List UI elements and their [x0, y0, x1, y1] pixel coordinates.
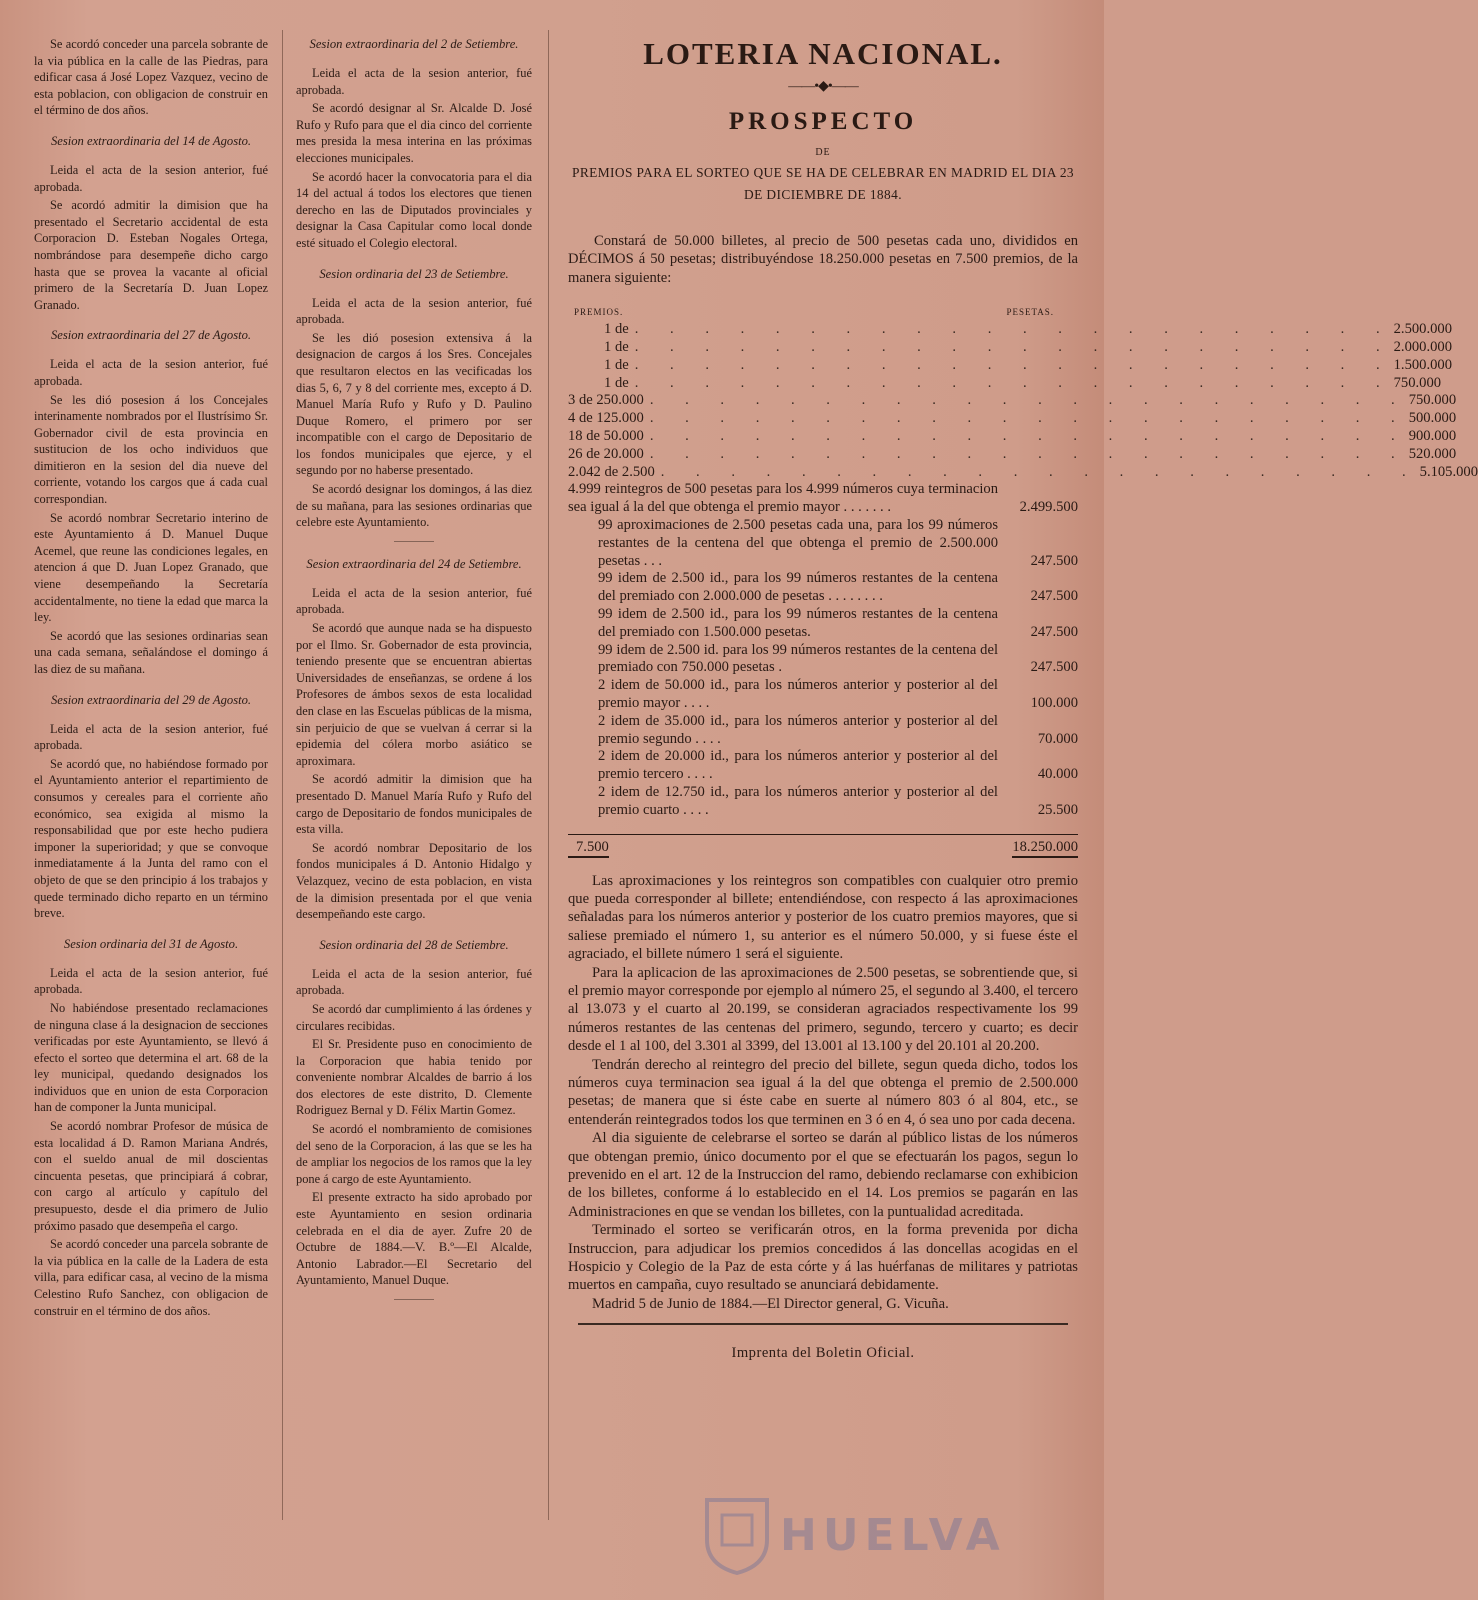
prize-amount: 247.500 — [1030, 659, 1078, 676]
leader-dots: . . . . . . . . . . . . . . . . . . . . . . — [649, 428, 1409, 444]
column-divider — [282, 30, 283, 1520]
paragraph: Leida el acta de la sesion anterior, fué aprobada. — [34, 721, 268, 753]
totals-row — [568, 834, 1078, 858]
paragraph: Para la aplicacion de las aproximaciones de 2.500 pesetas, se sobrentiende que, si el premio mayor corresponde por ejemplo al número 25, el segundo al 3.400, el tercero al 13.073 y el cuarto al 20.199, se consideran agraciados respectivamente los 99 números restantes de las centenas del primero, segundo, tercero y cuarto; es decir desde el 1 al 100, del 3.301 al 3399, del 13.001 al 13.100 y del 20.101 al 20.200. — [568, 964, 1078, 1055]
leader-dots: . . . . . . . . . . . . . . . . . . . . . . — [634, 374, 1394, 391]
prize-amount: 25.500 — [1037, 801, 1078, 818]
prize-amount: 520.000 — [1408, 445, 1457, 462]
paragraph: Las aproximaciones y los reintegros son compatibles con cualquier otro premio que pueda corresponder al billete; entendiéndose, con respecto á las aproximaciones señaladas para los números anterior y posterior de los cuatro premios mayores, que si saliese premiado el número 1, su anterior es el número 50.000, y si fuese éste el agraciado, el billete número 1 será el siguiente. — [568, 872, 1078, 963]
prize-row — [568, 374, 1442, 393]
table-header — [568, 307, 1078, 317]
prize-amount: 247.500 — [1030, 588, 1078, 605]
prize-description: 99 idem de 2.500 id., para los 99 números restantes de la centena del premiado con 1.500.000 pesetas. — [598, 605, 998, 640]
prize-amount: 2.499.500 — [1019, 499, 1078, 516]
prize-label: 1 de — [604, 321, 629, 338]
session-heading: Sesion extraordinaria del 27 de Agosto. — [50, 328, 252, 343]
paragraph: Terminado el sorteo se verificarán otros, en la forma prevenida por dicha Instruccion, para adjudicar los premios concedidos á las doncellas acogidas en el Hospicio y Colegio de la Paz de esta córte y á las huérfanas de militares y patriotas muertos en campaña, cuyo resultado se anunciará debidamente. — [568, 1222, 1078, 1294]
prize-amount: 500.000 — [1408, 410, 1457, 427]
prize-description: 2 idem de 20.000 id., para los números anterior y posterior al del premio tercero . . . . — [598, 748, 998, 783]
prize-row — [568, 642, 1078, 678]
prize-amount: 5.105.000 — [1419, 463, 1478, 480]
paragraph: Se acordó que, no habiéndose formado por el Ayuntamiento anterior el repartimiento de consumos y cereales para el corriente año económico, sea exigida al mismo la responsabilidad que por este hecho pudiera imponer la superioridad; y que se convoque inmediatamente á la Junta del ramo con el objeto de que se den principio á los trabajos y quede terminado dicho reparto en un término breve. — [34, 756, 268, 921]
paragraph: Leida el acta de la sesion anterior, fué aprobada. — [34, 162, 268, 194]
shield-icon — [702, 1495, 772, 1575]
separator — [394, 541, 434, 542]
paragraph: Se acordó nombrar Depositario de los fondos municipales á D. Antonio Hidalgo y Velazquez, vecino de esta poblacion, en vista de la dimision presentada por el que venia desempeñando este cargo. — [296, 840, 532, 922]
prize-label: 1 de — [604, 339, 629, 356]
paragraph: Se acordó el nombramiento de comisiones del seno de la Corporacion, á las que se les ha de ampliar los negocios de los ramos que la ley pone á cargo de este Ayuntamiento. — [296, 1122, 532, 1186]
paragraph: Se acordó conceder una parcela sobrante de la via pública en la calle de las Piedras, para edificar casa á José Lopez Vazquez, vecino de esta poblacion, con obligacion de construir en el término de dos años. — [34, 37, 268, 118]
leader-dots: . . . . . . . . . . . . . . . . . . . . . . — [649, 392, 1409, 409]
prize-amount: 247.500 — [1030, 552, 1078, 569]
column-1 — [34, 36, 268, 1321]
prize-amount: 70.000 — [1037, 730, 1078, 747]
lottery-prospectus — [568, 36, 1478, 1362]
paragraph: No habiéndose presentado reclamaciones de ninguna clase á la designacion de secciones verificadas por este Ayuntamiento, se llevó á efecto el sorteo que determina el art. 68 de la ley municipal, quedando designados los individuos que en union de esta Corporacion han de componer la Junta municipal. — [34, 1000, 268, 1115]
printer-credit: Imprenta del Boletin Oficial. — [731, 1345, 915, 1362]
leader-dots: . . . . . . . . . . . . . . . . . . . . . . — [634, 356, 1394, 373]
column-divider — [548, 30, 549, 1520]
paragraph: Se acordó admitir la dimision que ha presentado el Secretario accidental de esta Corporacion D. Esteban Nogales Ortega, nombrándose para desempeñe dicho cargo hasta que se provea la vacante al oficial primero de la Secretaría D. Juan Lopez Granado. — [34, 198, 268, 312]
header-pesetas: PESETAS. — [1006, 307, 1054, 318]
horizontal-rule — [578, 1323, 1068, 1325]
paragraph: Leida el acta de la sesion anterior, fué aprobada. — [296, 966, 532, 998]
paragraph: Se acordó conceder una parcela sobrante de la via pública en la calle de la Ladera de esta villa, para edificar casa, al vecino de la misma Celestino Rufo Sanchez, con obligacion de construir en el término de dos años. — [34, 1237, 268, 1318]
signature-line: Madrid 5 de Junio de 1884.—El Director general, G. Vicuña. — [592, 1295, 949, 1312]
watermark-text: HUELVA — [780, 1509, 1006, 1561]
prize-row — [568, 445, 1457, 464]
paragraph: Se les dió posesion extensiva á la designacion de cargos á los Sres. Concejales que resultaron electos en las vecificadas los dias 5, 6, 7 y 8 del corriente mes, excepto á D. Manuel María Rufo y Rufo y D. Paulino Duque Romero, el primero por ser incompatible con el cargo de Depositario de los fondos municipales que ejerce, y el segundo por no haberse presentado. — [296, 330, 532, 478]
prize-amount: 900.000 — [1408, 428, 1457, 444]
prize-description: 2 idem de 50.000 id., para los números anterior y posterior al del premio mayor . . . . — [598, 677, 998, 711]
session-heading: Sesion extraordinaria del 2 de Setiembre. — [309, 37, 519, 51]
prize-row — [568, 713, 1078, 749]
subtitle: PREMIOS PARA EL SORTEO QUE SE HA DE CELEBRAR EN MADRID EL DIA 23 DE DICIEMBRE DE 1884. — [571, 165, 1075, 202]
prize-row — [568, 606, 1078, 642]
paragraph: Se acordó hacer la convocatoria para el dia 14 del actual á todos los electores que tienen derecho en las de Diputados provinciales y designar la Casa Capitular como local donde esté situado el Colegio electoral. — [296, 169, 532, 250]
prize-row — [568, 321, 1452, 339]
prize-label: 2.042 de 2.500 — [568, 463, 655, 480]
session-heading: Sesion extraordinaria del 29 de Agosto. — [50, 692, 252, 707]
separator — [394, 1299, 434, 1300]
prize-amount: 2.000.000 — [1393, 339, 1452, 356]
prize-amount: 1.500.000 — [1393, 356, 1452, 373]
prize-description: 4.999 reintegros de 500 pesetas para los 4.999 números cuya terminacion sea igual á la del que obtenga el premio mayor . . . . . . . — [568, 481, 998, 516]
paragraph: El presente extracto ha sido aprobado por este Ayuntamiento en sesion ordinaria celebrada en el dia de ayer. Zufre 20 de Octubre de 1884.—V. B.º—El Alcalde, Antonio Labrador.—El Secretario del Ayuntamiento, Manuel Duque. — [296, 1190, 532, 1288]
prize-amount: 40.000 — [1037, 766, 1078, 783]
page-title: LOTERIA NACIONAL. — [643, 36, 1003, 71]
prize-row — [568, 784, 1078, 820]
prize-amount: 247.500 — [1030, 623, 1078, 640]
paragraph: Tendrán derecho al reintegro del precio del billete, segun queda dicho, todos los números cuya terminacion sea igual á la del que obtenga el premio de 2.500.000 pesetas; de manera que si éste cabe en suerte al número 803 ó al 804, etc., se entenderán reintegrados todos los que terminen en 3 ó en 4, ó sea uno por cada decena. — [568, 1056, 1078, 1128]
session-heading: Sesion extraordinaria del 14 de Agosto. — [50, 133, 252, 148]
prize-description: 2 idem de 12.750 id., para los números anterior y posterior al del premio cuarto . . . . — [598, 783, 998, 818]
paragraph: Al dia siguiente de celebrarse el sorteo se darán al público listas de los números que obtengan premio, único documento por el que se efectuarán los pagos, segun lo prevenido en el art. 12 de la Instruccion del ramo, debiendo reclamarse con exhibicion de los billetes, conforme á lo establecido en el 14. Los premios se pagarán en las Administraciones en que se vendan los billetes, con la puntualidad acreditada. — [568, 1130, 1078, 1220]
total-premios: 7.500 — [568, 839, 609, 858]
prize-description: 99 idem de 2.500 id. para los 99 números restantes de la centena del premiado con 750.000 pesetas . — [598, 641, 998, 676]
leader-dots: . . . . . . . . . . . . . . . . . . . . . . — [649, 445, 1409, 462]
leader-dots: . . . . . . . . . . . . . . . . . . . . . . — [660, 463, 1420, 480]
prize-row — [568, 428, 1457, 446]
prize-label: 3 de 250.000 — [568, 392, 644, 409]
prize-row — [568, 748, 1078, 784]
prize-table — [568, 321, 1478, 819]
session-heading: Sesion ordinaria del 23 de Setiembre. — [319, 266, 509, 281]
paragraph: Se les dió posesion á los Concejales interinamente nombrados por el Ilustrísimo Sr. Gobernador civil de esta provincia en sustitucion de los ocho individuos que dimitieron en la sesion del dia nueve del corriente, votando los cargos que á cada cual correspondian. — [34, 392, 268, 507]
prize-description: 99 idem de 2.500 id., para los 99 números restantes de la centena del premiado con 2.000.000 de pesetas . . . . . . . . — [598, 570, 998, 605]
prize-label: 4 de 125.000 — [568, 410, 644, 427]
prize-row — [568, 481, 1078, 517]
prize-row — [568, 356, 1452, 375]
leader-dots: . . . . . . . . . . . . . . . . . . . . . . — [634, 321, 1394, 338]
prospecto-heading: PROSPECTO — [728, 108, 918, 135]
prize-description: 2 idem de 35.000 id., para los números anterior y posterior al del premio segundo . . . . — [598, 712, 998, 747]
total-pesetas: 18.250.000 — [1012, 839, 1078, 858]
prize-row — [568, 410, 1457, 428]
paragraph: Se acordó designar al Sr. Alcalde D. José Rufo y Rufo para que el dia cinco del corriente mes presida la mesa interina en las próximas elecciones municipales. — [296, 101, 532, 165]
prize-row — [568, 463, 1478, 482]
prize-row — [568, 570, 1078, 606]
prize-row — [568, 677, 1078, 713]
paragraph: Se acordó que las sesiones ordinarias sean una cada semana, señalándose el domingo á las diez de su mañana. — [34, 628, 268, 676]
paragraph: Leida el acta de la sesion anterior, fué aprobada. — [296, 585, 532, 617]
paragraph: Se acordó designar los domingos, á las diez de su mañana, para las sesiones ordinarias que celebre este Ayuntamiento. — [296, 482, 532, 530]
paragraph: Se acordó admitir la dimision que ha presentado D. Manuel María Rufo y Rufo del cargo de Depositario de fondos municipales de esta villa. — [296, 772, 532, 837]
paragraph: Se acordó que aunque nada se ha dispuesto por el Ilmo. Sr. Gobernador de esta provincia, teniendo presente que se encuentran abiertas Universidades de enseñanzas, se ordene á los Profesores de ámbos sexos de esta localidad den clase en las Escuelas públicas de la misma, sin perjuicio de que se vuelvan á cerrar si la epidemia del cólera morbo asiático se aproximara. — [296, 621, 532, 768]
prospectus-body — [568, 872, 1078, 1314]
prize-label: 18 de 50.000 — [568, 428, 644, 444]
paragraph: Se acordó nombrar Profesor de música de esta localidad á D. Ramon Mariana Andrés, con el sueldo anual de mil doscientas cincuenta pesetas, que principiará á cobrar, con cargo al artículo y capítulo del presupuesto, desde el dia primero de Julio próximo pasado que desempeña el cargo. — [34, 1119, 268, 1233]
prize-amount: 750.000 — [1393, 374, 1442, 391]
prize-row — [568, 392, 1457, 410]
session-heading: Sesion ordinaria del 31 de Agosto. — [63, 936, 239, 951]
prize-row — [568, 339, 1452, 357]
archive-watermark — [702, 1490, 1042, 1580]
paragraph: Se acordó nombrar Secretario interino de este Ayuntamiento á D. Manuel Duque Acemel, que reune las condiciones legales, en atencion á que D. Juan Lopez Granado, que viene desempeñando la Secretaría accidentalmente, no tiene la edad que marca la ley. — [34, 510, 268, 625]
leader-dots: . . . . . . . . . . . . . . . . . . . . . . — [634, 339, 1394, 356]
prize-amount: 750.000 — [1408, 392, 1457, 409]
session-heading: Sesion ordinaria del 28 de Setiembre. — [319, 937, 509, 952]
paragraph: Leida el acta de la sesion anterior, fué aprobada. — [296, 66, 532, 97]
prize-description: 99 aproximaciones de 2.500 pesetas cada una, para los 99 números restantes de la centena del que obtenga el premio de 2.500.000 pesetas . . . — [598, 516, 998, 569]
paragraph: Leida el acta de la sesion anterior, fué aprobada. — [34, 965, 268, 997]
paragraph: Leida el acta de la sesion anterior, fué aprobada. — [296, 295, 532, 327]
leader-dots: . . . . . . . . . . . . . . . . . . . . . . — [649, 410, 1409, 427]
prize-amount: 100.000 — [1030, 694, 1078, 711]
paragraph: Leida el acta de la sesion anterior, fué aprobada. — [34, 357, 268, 388]
prize-label: 1 de — [604, 374, 629, 391]
prize-label: 1 de — [604, 356, 629, 373]
prize-row — [568, 517, 1078, 570]
column-2 — [296, 36, 532, 1310]
ornament-divider: ——•◆•—— — [788, 79, 858, 94]
intro-paragraph: Constará de 50.000 billetes, al precio de 500 pesetas cada uno, divididos en DÉCIMOS á 50 pesetas; distribuyéndose 18.250.000 pesetas en 7.500 premios, de la manera siguiente: — [568, 233, 1078, 286]
header-premios: PREMIOS. — [574, 307, 624, 318]
prize-amount: 2.500.000 — [1393, 321, 1452, 338]
paragraph: El Sr. Presidente puso en conocimiento de la Corporacion que habia tenido por conveniente nombrar Alcaldes de barrio á los dos electores de este distrito, D. Clemente Rodriguez Bernal y D. Félix Martin Gomez. — [296, 1037, 532, 1118]
paragraph: Se acordó dar cumplimiento á las órdenes y circulares recibidas. — [296, 1001, 532, 1033]
session-heading: Sesion extraordinaria del 24 de Setiembre. — [306, 556, 522, 571]
de-label: DE — [815, 147, 831, 158]
prize-label: 26 de 20.000 — [568, 445, 644, 462]
